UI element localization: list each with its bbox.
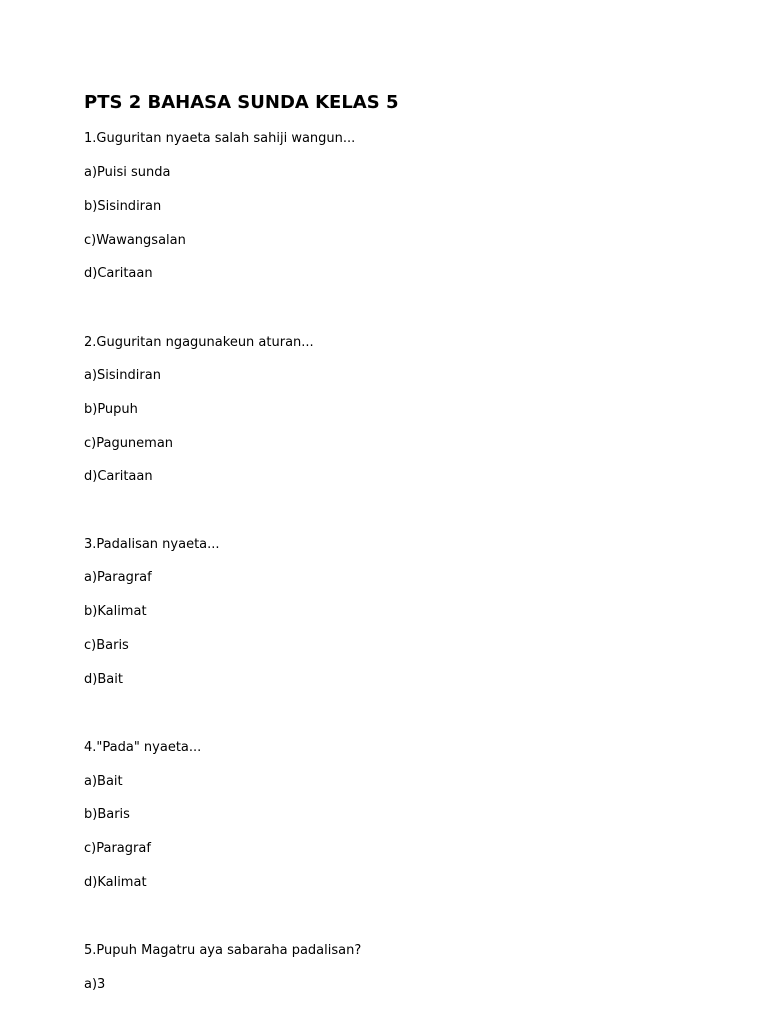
question-5-prompt: 5.Pupuh Magatru aya sabaraha padalisan? [84, 943, 362, 958]
question-2-option-b: b)Pupuh [84, 402, 138, 417]
question-3-option-d: d)Bait [84, 672, 123, 687]
question-2-option-a: a)Sisindiran [84, 368, 161, 383]
question-4-prompt: 4."Pada" nyaeta... [84, 740, 202, 755]
document-title: PTS 2 BAHASA SUNDA KELAS 5 [84, 92, 399, 113]
question-2-prompt: 2.Guguritan ngagunakeun aturan... [84, 335, 314, 350]
question-3-option-a: a)Paragraf [84, 570, 152, 585]
question-5-option-a: a)3 [84, 977, 106, 992]
question-2-option-d: d)Caritaan [84, 469, 153, 484]
question-3-prompt: 3.Padalisan nyaeta... [84, 537, 220, 552]
question-4-option-a: a)Bait [84, 774, 123, 789]
question-4-option-b: b)Baris [84, 807, 130, 822]
question-1-option-b: b)Sisindiran [84, 199, 162, 214]
question-4-option-c: c)Paragraf [84, 841, 151, 856]
question-3-option-b: b)Kalimat [84, 604, 147, 619]
question-1-option-c: c)Wawangsalan [84, 233, 186, 248]
question-1-prompt: 1.Guguritan nyaeta salah sahiji wangun... [84, 131, 356, 146]
question-1-option-a: a)Puisi sunda [84, 165, 171, 180]
question-2-option-c: c)Paguneman [84, 436, 174, 451]
question-3-option-c: c)Baris [84, 638, 129, 653]
question-4-option-d: d)Kalimat [84, 875, 147, 890]
question-1-option-d: d)Caritaan [84, 266, 153, 281]
